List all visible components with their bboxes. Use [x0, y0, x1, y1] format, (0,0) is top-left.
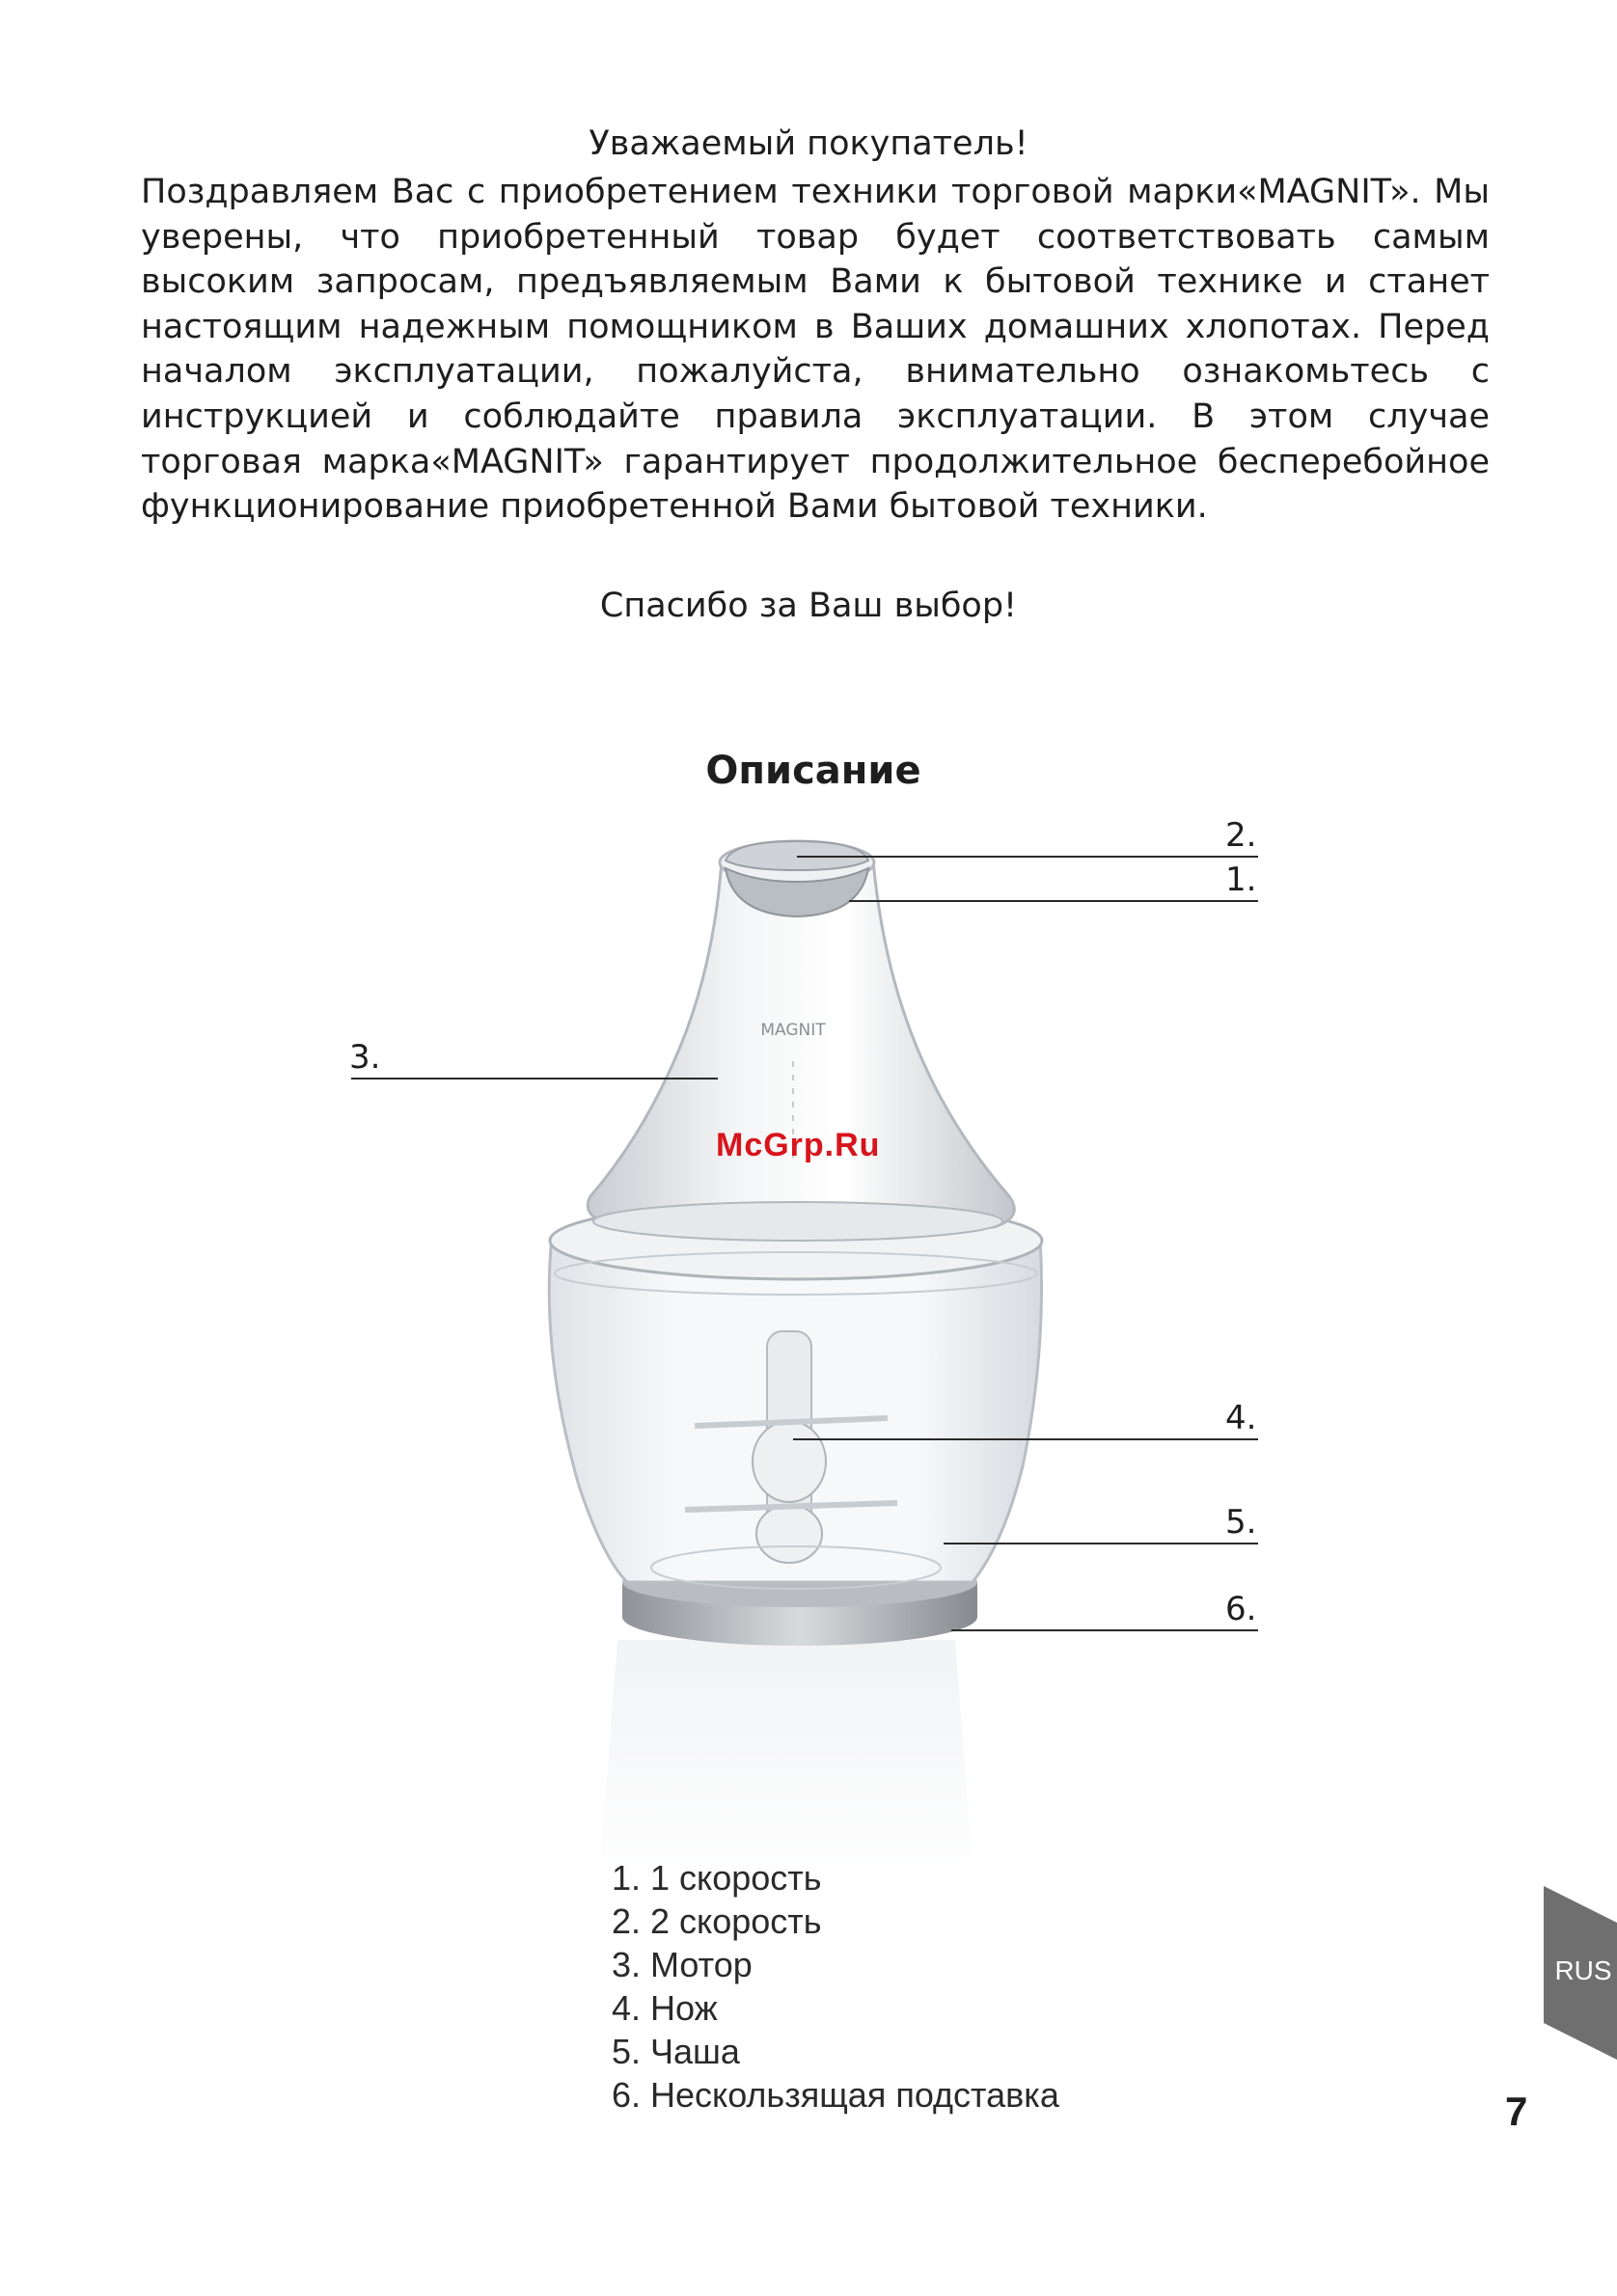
legend-item: 1. 1 скорость — [612, 1858, 822, 1898]
callout-5: 5. — [1225, 1503, 1257, 1542]
legend-item: 3. Мотор — [612, 1945, 753, 1984]
parts-legend — [612, 1856, 1059, 2117]
section-title: Описание — [705, 749, 921, 793]
callout-6: 6. — [1225, 1590, 1257, 1628]
legend-item: 5. Чаша — [612, 2032, 740, 2071]
page-number: 7 — [1505, 2089, 1528, 2134]
legend-item: 2. 2 скорость — [612, 1901, 822, 1941]
thanks-line: Спасибо за Ваш выбор! — [599, 587, 1018, 625]
callout-1: 1. — [1225, 861, 1257, 899]
reflection — [598, 1640, 974, 1891]
legend-item: 4. Нож — [612, 1988, 718, 2028]
callout-4: 4. — [1225, 1399, 1257, 1437]
callout-3: 3. — [349, 1038, 381, 1077]
callout-2: 2. — [1225, 816, 1257, 855]
legend-item: 6. Нескользящая подставка — [612, 2075, 1059, 2115]
language-tab-label: RUS — [1554, 1955, 1612, 1985]
watermark: McGrp.Ru — [716, 1127, 881, 1163]
greeting-heading: Уважаемый покупатель! — [589, 124, 1028, 163]
device-brand-text: MAGNIT — [760, 1021, 826, 1040]
intro-paragraph: Поздравляем Вас с приобретением техники торговой марки«MAGNIT». Мы уверены, что приобретенный товар будет соответствовать самым высоким запросам, предъявляемым Вами к бытовой технике и станет настоящим надежным помощником в Ваших домашних хлопотах. Перед началом эксплуатации, пожалуйста, внимательно ознакомьтесь с инструкцией и соблюдайте правила эксплуатации. В этом случае торговая марка«MAGNIT» гарантирует продолжительное бесперебойное функционирование приобретенной Вами бытовой техники. — [141, 173, 1490, 527]
